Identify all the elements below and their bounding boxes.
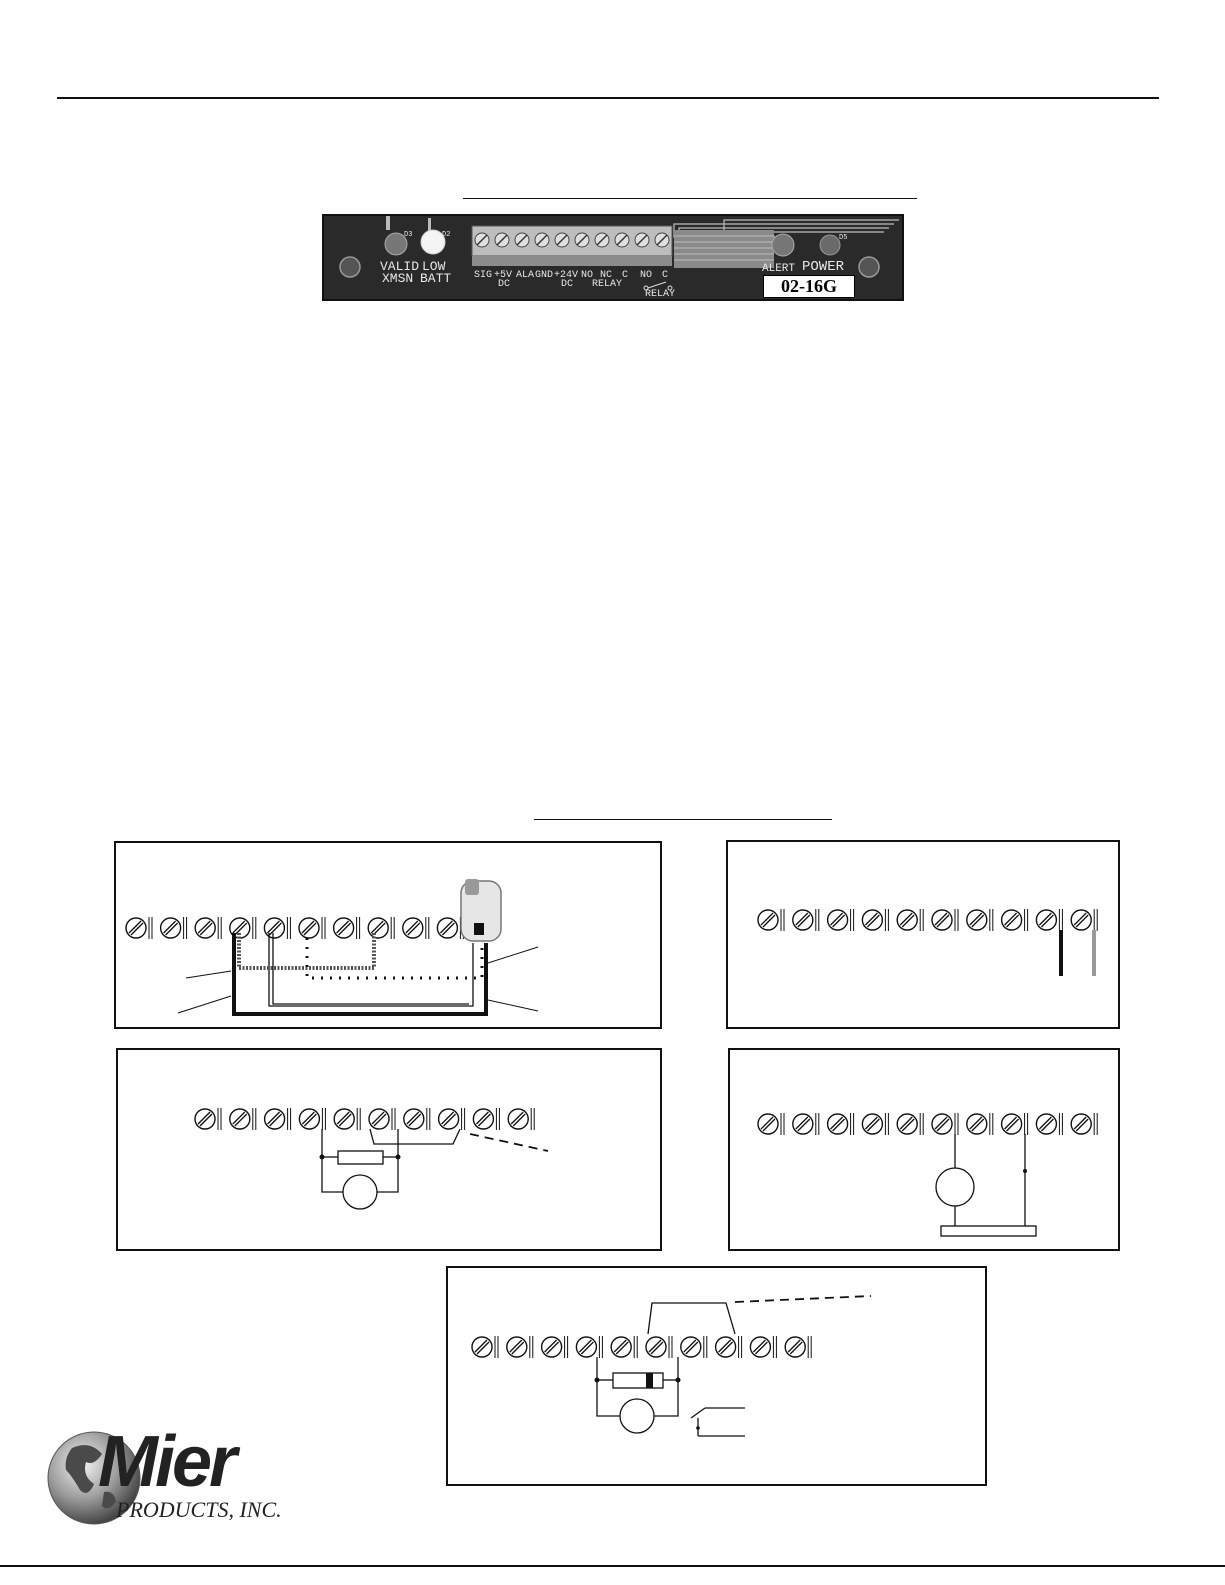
- header-rule: [57, 97, 1159, 99]
- terminal-screw-icon: [439, 1109, 459, 1129]
- terminal-screw-icon: [264, 918, 284, 938]
- terminal-screw-icon: [576, 1337, 596, 1357]
- terminal-screw-icon: [1002, 910, 1022, 930]
- terminal-screw-icon: [334, 1109, 354, 1129]
- terminal-label-c1: C: [622, 270, 629, 281]
- terminal-screw-icon: [1071, 1114, 1091, 1134]
- footer-rule: [0, 1565, 1225, 1567]
- terminal-label-24v: +24V: [554, 270, 579, 281]
- terminal-screw-icon: [508, 1109, 528, 1129]
- led-id-d5: D5: [839, 234, 848, 242]
- valid-label: VALID: [380, 259, 420, 274]
- terminal-screw-icon: [542, 1337, 562, 1357]
- terminal-screw-icon: [299, 1109, 319, 1129]
- terminal-label-5v: +5V: [494, 270, 513, 281]
- terminal-screw-icon: [195, 1109, 215, 1129]
- terminal-label-gnd: GND: [535, 270, 554, 281]
- relay-label-2: RELAY: [645, 289, 676, 300]
- terminal-screw-icon: [681, 1337, 701, 1357]
- terminal-screw-icon: [265, 1109, 285, 1129]
- terminal-screw-icon: [507, 1337, 527, 1357]
- terminal-screw-icon: [472, 1337, 492, 1357]
- terminal-screw-icon: [967, 910, 987, 930]
- terminal-screw-icon: [828, 910, 848, 930]
- low-label: LOW: [422, 259, 446, 274]
- logo-subtitle: PRODUCTS, INC.: [116, 1497, 282, 1522]
- terminal-screw-icon: [126, 918, 146, 938]
- section-underline-wiring: [534, 819, 832, 820]
- terminal-screw-icon: [750, 1337, 770, 1357]
- terminal-screw-icon: [716, 1337, 736, 1357]
- terminal-screw-icon: [403, 918, 423, 938]
- terminal-screw-icon: [967, 1114, 987, 1134]
- dc-label-2: DC: [561, 279, 574, 290]
- terminal-screw-icon: [195, 918, 215, 938]
- wiring-diagram-1: [114, 841, 662, 1029]
- terminal-screw-icon: [369, 1109, 389, 1129]
- terminal-screw-icon: [758, 910, 778, 930]
- terminal-screw-icon: [862, 1114, 882, 1134]
- terminal-screw-icon: [404, 1109, 424, 1129]
- terminal-screw-icon: [646, 1337, 666, 1357]
- terminal-screw-icon: [1071, 910, 1091, 930]
- terminal-label-nc: NC: [600, 270, 613, 281]
- led-id-d3: D3: [404, 231, 413, 239]
- terminal-label-no1: NO: [581, 270, 594, 281]
- dc-label-1: DC: [498, 279, 511, 290]
- terminal-screw-icon: [793, 910, 813, 930]
- part-number-label: 02-16G: [763, 275, 855, 298]
- terminal-screw-icon: [1036, 910, 1056, 930]
- terminal-screw-icon: [897, 1114, 917, 1134]
- terminal-screw-icon: [1036, 1114, 1056, 1134]
- terminal-screw-icon: [758, 1114, 778, 1134]
- terminal-screw-icon: [437, 918, 457, 938]
- terminal-screw-icon: [793, 1114, 813, 1134]
- terminal-screw-icon: [828, 1114, 848, 1134]
- section-underline-board: [463, 198, 917, 199]
- terminal-screw-icon: [785, 1337, 805, 1357]
- terminal-screw-icon: [368, 918, 388, 938]
- terminal-screw-icon: [334, 918, 354, 938]
- power-label: POWER: [802, 259, 845, 275]
- terminal-label-c2: C: [662, 270, 669, 281]
- alert-label: ALERT: [762, 263, 796, 275]
- terminal-screw-icon: [299, 918, 319, 938]
- terminal-screw-icon: [611, 1337, 631, 1357]
- terminal-screw-icon: [932, 910, 952, 930]
- wiring-diagram-3: [116, 1048, 662, 1251]
- wiring-diagram-4: [728, 1048, 1120, 1251]
- relay-label-1: RELAY: [592, 279, 623, 290]
- terminal-screw-icon: [932, 1114, 952, 1134]
- batt-label: BATT: [420, 271, 452, 286]
- terminal-screw-icon: [897, 910, 917, 930]
- terminal-screw-icon: [230, 1109, 250, 1129]
- terminal-label-sig: SIG: [474, 270, 493, 281]
- terminal-screw-icon: [161, 918, 181, 938]
- terminal-screw-icon: [1002, 1114, 1022, 1134]
- wiring-diagram-5: [446, 1266, 987, 1486]
- wiring-diagram-2: [726, 840, 1120, 1029]
- terminal-screw-icon: [473, 1109, 493, 1129]
- logo-wordmark: Mier: [98, 1422, 235, 1502]
- terminal-label-no2: NO: [640, 270, 653, 281]
- terminal-screw-icon: [862, 910, 882, 930]
- led-id-d2: D2: [442, 231, 451, 239]
- xmsn-label: XMSN: [382, 271, 414, 286]
- terminal-label-ala: ALA: [516, 270, 535, 281]
